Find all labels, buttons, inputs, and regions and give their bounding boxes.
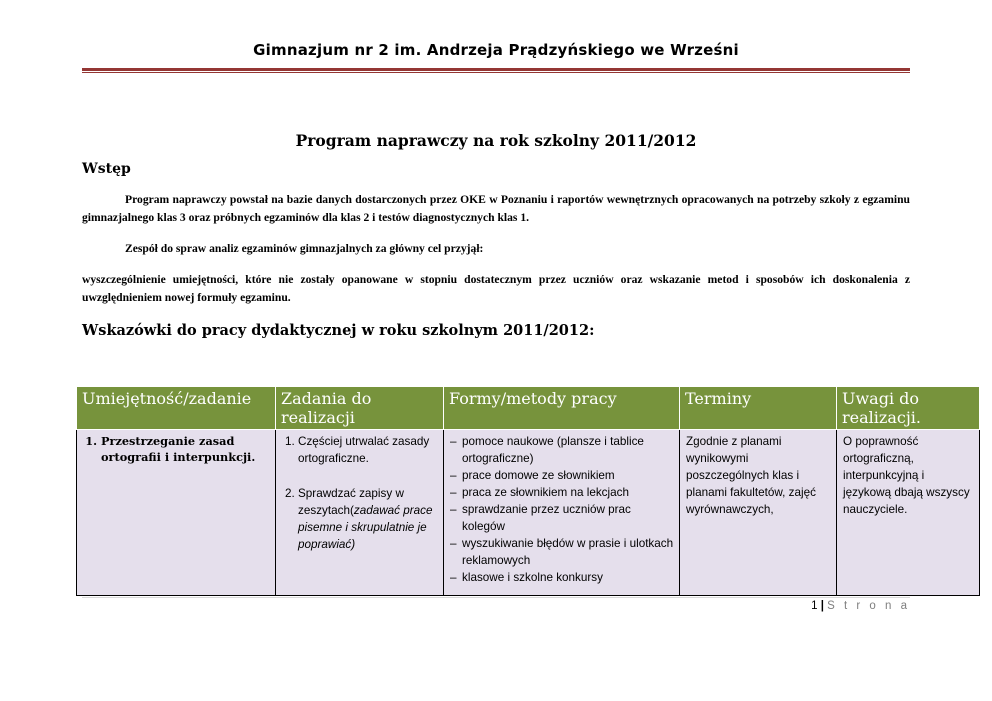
task-item: 1. Częściej utrwalać zasady ortograficzne.	[298, 433, 439, 467]
document-title: Program naprawczy na rok szkolny 2011/2012	[295, 131, 697, 150]
method-item: – wyszukiwanie błędów w prasie i ulotkach reklamowych	[450, 535, 675, 569]
page-label: S t r o n a	[827, 600, 910, 612]
intro-heading: Wstęp	[82, 161, 131, 177]
program-table	[76, 386, 980, 596]
intro-paragraph-3: wyszczególnienie umiejętności, które nie zostały opanowane w stopniu dostatecznym przez uczniów oraz wskazanie metod i sposobów ich doskonalenia z uwzględnieniem nowej formuły egzaminu.	[82, 273, 910, 304]
school-header: Gimnazjum nr 2 im. Andrzeja Prądzyńskiego we Wrześni	[253, 41, 739, 59]
skill-cell	[77, 430, 276, 596]
method-item: – praca ze słownikiem na lekcjach	[450, 484, 675, 501]
hints-heading: Wskazówki do pracy dydaktycznej w roku szkolnym 2011/2012:	[82, 322, 595, 339]
column-header-terms: Terminy	[680, 387, 837, 430]
column-header-skill: Umiejętność/zadanie	[77, 387, 276, 430]
table-row	[77, 430, 980, 596]
footer-separator: |	[820, 600, 824, 612]
methods-cell	[444, 430, 680, 596]
header-rule-thick	[82, 68, 910, 71]
intro-paragraph-2: Zespół do spraw analiz egzaminów gimnazjalnych za główny cel przyjął:	[125, 242, 484, 255]
column-header-methods: Formy/metody pracy	[444, 387, 680, 430]
notes-cell: O poprawność ortograficzną, interpunkcyjną i językową dbają wszyscy nauczyciele.	[837, 430, 980, 596]
task-italic-text: zadawać prace pisemne i skrupulatnie je poprawiać)	[298, 504, 433, 551]
intro-paragraph-1: Program naprawczy powstał na bazie danych dostarczonych przez OKE w Poznaniu i raportów wewnętrznych opracowanych na potrzeby szkoły z egzaminu gimnazjalnego klas 3 oraz próbnych egzaminów dla klas 2 i testów diagnostycznych klas 1.	[82, 193, 910, 224]
method-item: – pomoce naukowe (plansze i tablice ortograficzne)	[450, 433, 675, 467]
method-item: – prace domowe ze słownikiem	[450, 467, 675, 484]
skill-item: 1. Przestrzeganie zasad ortografii i interpunkcji.	[101, 433, 271, 465]
terms-cell: Zgodnie z planami wynikowymi poszczególnych klas i planami fakultetów, zajęć wyrównawczych,	[680, 430, 837, 596]
page-number: 1	[811, 600, 818, 612]
tasks-cell	[276, 430, 444, 596]
footer-rule	[82, 597, 910, 598]
column-header-tasks: Zadania do realizacji	[276, 387, 444, 430]
header-rule-thin	[82, 72, 910, 73]
task-text: Sprawdzać zapisy w zeszytach(	[298, 487, 404, 517]
column-header-notes: Uwagi do realizacji.	[837, 387, 980, 430]
method-item: – sprawdzanie przez uczniów prac kolegów	[450, 501, 675, 535]
method-item: – klasowe i szkolne konkursy	[450, 569, 675, 586]
page-footer	[811, 600, 910, 612]
task-item	[298, 485, 439, 553]
table-header-row	[77, 387, 980, 430]
